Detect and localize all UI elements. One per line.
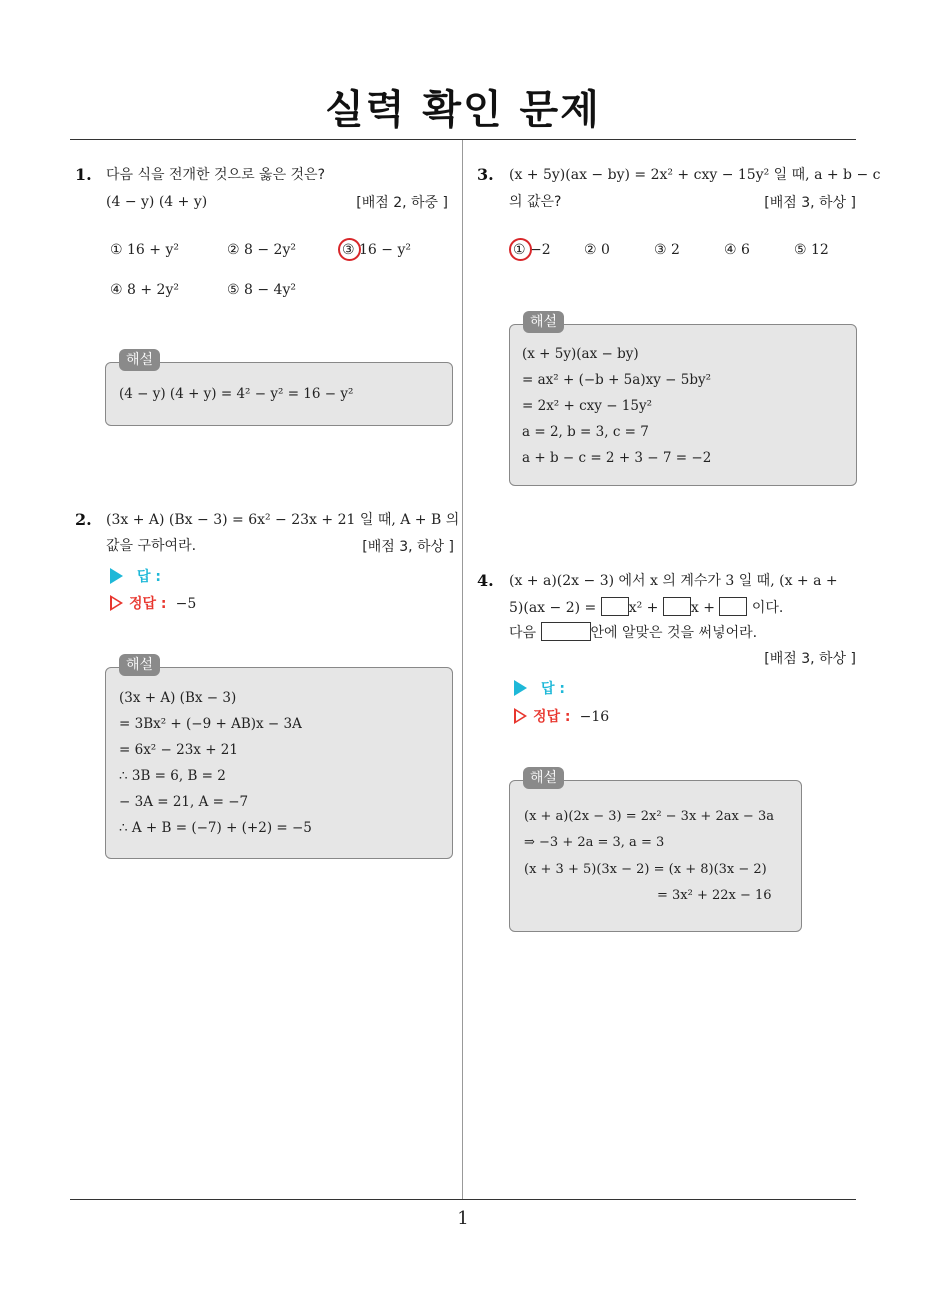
blank-box[interactable] <box>601 597 629 616</box>
question-number: 2. <box>75 510 92 529</box>
solution-line: = ax² + (−b + 5a)xy − 5by² <box>522 372 711 388</box>
blank-box[interactable] <box>663 597 691 616</box>
play-icon <box>110 568 123 584</box>
question-text-line2 <box>509 597 783 618</box>
correct-value: −16 <box>579 709 610 725</box>
question-number: 3. <box>477 165 494 184</box>
answer-row <box>514 678 565 698</box>
choice-4[interactable]: ④ 6 <box>724 242 750 258</box>
solution-label: 해설 <box>119 349 160 371</box>
choice-2[interactable]: ② 8 − 2y² <box>227 242 296 258</box>
triangle-outline-icon <box>514 708 527 724</box>
score-label: [배점 3, 하상 ] <box>764 195 856 211</box>
solution-box <box>509 780 802 932</box>
solution-label: 해설 <box>523 311 564 333</box>
line2-part: x² + <box>628 600 659 616</box>
triangle-outline-icon <box>110 595 123 611</box>
solution-line: (3x + A) (Bx − 3) <box>119 690 237 706</box>
question-text-line2: 값을 구하여라. <box>106 538 197 554</box>
correct-label: 정답 : <box>129 596 167 612</box>
score-label: [배점 2, 하중 ] <box>356 195 448 211</box>
selected-answer-mark <box>338 238 361 261</box>
solution-line: (x + 3 + 5)(3x − 2) = (x + 8)(3x − 2) <box>524 862 767 877</box>
question-text-line3 <box>509 622 757 643</box>
solution-line: (x + a)(2x − 3) = 2x² − 3x + 2ax − 3a <box>524 809 774 824</box>
solution-line: (x + 5y)(ax − by) <box>522 346 639 362</box>
line2-part: 이다. <box>751 600 784 616</box>
choice-1[interactable]: ① 16 + y² <box>110 242 179 258</box>
line2-part: 5)(ax − 2) = <box>509 600 597 616</box>
blank-box[interactable] <box>541 622 591 641</box>
solution-line: = 2x² + cxy − 15y² <box>522 398 653 414</box>
question-number: 1. <box>75 165 92 184</box>
question-text-line1: (x + 5y)(ax − by) = 2x² + cxy − 15y² 일 때, a + b − c <box>509 167 881 183</box>
choice-4[interactable]: ④ 8 + 2y² <box>110 282 179 298</box>
solution-label: 해설 <box>523 767 564 789</box>
solution-line: = 3Bx² + (−9 + AB)x − 3A <box>119 716 302 732</box>
solution-line: = 6x² − 23x + 21 <box>119 742 238 758</box>
choice-3[interactable]: ③ 16 − y² <box>342 242 411 258</box>
line3-part: 다음 <box>509 625 537 641</box>
correct-answer-row <box>514 706 609 726</box>
line3-part: 안에 알맞은 것을 써넣어라. <box>590 625 758 641</box>
choice-3[interactable]: ③ 2 <box>654 242 680 258</box>
page-title: 실력 확인 문제 <box>325 87 601 133</box>
solution-line: ⇒ −3 + 2a = 3, a = 3 <box>524 835 665 850</box>
blank-box[interactable] <box>719 597 747 616</box>
selected-answer-mark <box>509 238 532 261</box>
choice-1[interactable]: ① −2 <box>513 242 551 258</box>
solution-line: ∴ 3B = 6, B = 2 <box>119 768 226 784</box>
solution-line: − 3A = 21, A = −7 <box>119 794 249 810</box>
question-text: 다음 식을 전개한 것으로 옳은 것은? <box>106 167 326 183</box>
correct-label: 정답 : <box>533 709 571 725</box>
solution-line: (4 − y) (4 + y) = 4² − y² = 16 − y² <box>119 386 354 402</box>
answer-label: 답 : <box>137 569 161 585</box>
bottom-rule <box>70 1199 856 1200</box>
correct-answer-row <box>110 593 196 613</box>
solution-line: a = 2, b = 3, c = 7 <box>522 424 649 440</box>
score-label: [배점 3, 하상 ] <box>764 651 856 667</box>
question-expression: (4 − y) (4 + y) <box>106 194 208 210</box>
solution-label: 해설 <box>119 654 160 676</box>
answer-row <box>110 566 161 586</box>
score-label: [배점 3, 하상 ] <box>362 539 454 555</box>
choice-2[interactable]: ② 0 <box>584 242 610 258</box>
question-number: 4. <box>477 571 494 590</box>
line2-part: x + <box>690 600 715 616</box>
column-divider <box>462 140 463 1200</box>
page-number: 1 <box>457 1208 469 1229</box>
correct-value: −5 <box>175 596 197 612</box>
top-rule <box>70 139 856 140</box>
question-text-line2: 의 값은? <box>509 194 562 210</box>
play-icon <box>514 680 527 696</box>
answer-label: 답 : <box>541 681 565 697</box>
solution-line: ∴ A + B = (−7) + (+2) = −5 <box>119 820 312 836</box>
choice-5[interactable]: ⑤ 8 − 4y² <box>227 282 296 298</box>
solution-line: = 3x² + 22x − 16 <box>657 888 772 903</box>
question-text-line1: (3x + A) (Bx − 3) = 6x² − 23x + 21 일 때, A + B 의 <box>106 512 460 528</box>
question-text-line1: (x + a)(2x − 3) 에서 x 의 계수가 3 일 때, (x + a + <box>509 573 838 589</box>
solution-line: a + b − c = 2 + 3 − 7 = −2 <box>522 450 712 466</box>
choice-5[interactable]: ⑤ 12 <box>794 242 829 258</box>
